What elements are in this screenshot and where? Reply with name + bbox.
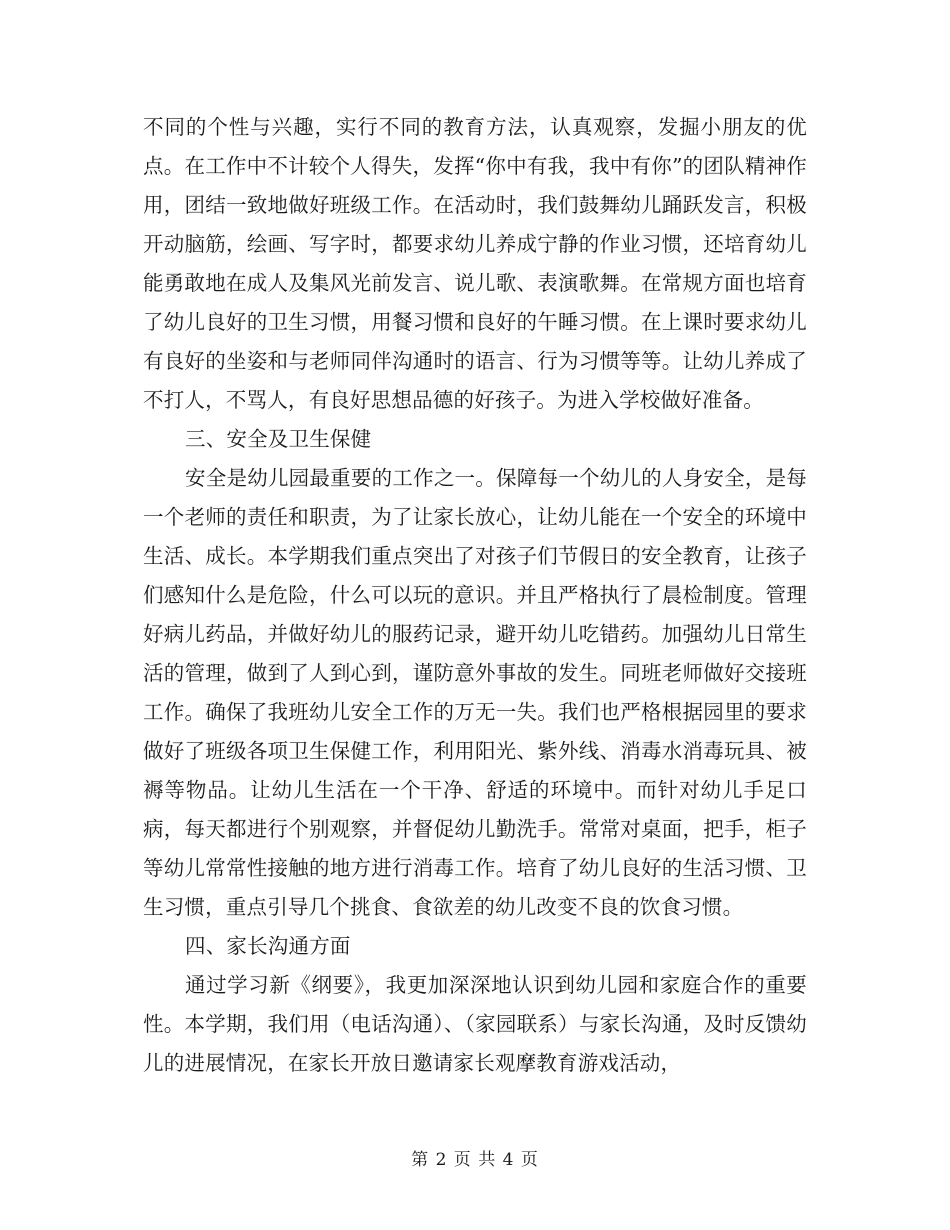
paragraph-1: 不同的个性与兴趣，实行不同的教育方法，认真观察，发掘小朋友的优点。在工作中不计较个人得失，发挥“你中有我，我中有你”的团队精神作用，团结一致地做好班级工作。在活动时，我们鼓舞幼儿踊跃发言，积极开动脑筋，绘画、写字时，都要求幼儿养成宁静的作业习惯，还培育幼儿能勇敢地在成人及集风光前发言、说儿歌、表演歌舞。在常规方面也培育了幼儿良好的卫生习惯，用餐习惯和良好的午睡习惯。在上课时要求幼儿有良好的坐姿和与老师同伴沟通时的语言、行为习惯等等。让幼儿养成了不打人，不骂人，有良好思想品德的好孩子。为进入学校做好准备。 xyxy=(143,115,807,412)
section-heading-parents: 四、家长沟通方面 xyxy=(185,934,351,958)
paragraph-safety: 安全是幼儿园最重要的工作之一。保障每一个幼儿的人身安全，是每一个老师的责任和职责，为了让家长放心，让幼儿能在一个安全的环境中生活、成长。本学期我们重点突出了对孩子们节假日的安全教育，让孩子们感知什么是危险，什么可以玩的意识。并且严格执行了晨检制度。管理好病儿药品，并做好幼儿的服药记录，避开幼儿吃错药。加强幼儿日常生活的管理，做到了人到心到，谨防意外事故的发生。同班老师做好交接班工作。确保了我班幼儿安全工作的万无一失。我们也严格根据园里的要求做好了班级各项卫生保健工作，利用阳光、紫外线、消毒水消毒玩具、被褥等物品。让幼儿生活在一个干净、舒适的环境中。而针对幼儿手足口病，每天都进行个别观察，并督促幼儿勤洗手。常常对桌面，把手，柜子等幼儿常常性接触的地方进行消毒工作。培育了幼儿良好的生活习惯、卫生习惯，重点引导几个挑食、食欲差的幼儿改变不良的饮食习惯。 xyxy=(143,466,807,919)
section-heading-safety: 三、安全及卫生保健 xyxy=(185,427,372,451)
page-number-footer: 第 2 页 共 4 页 xyxy=(411,1150,539,1170)
paragraph-parents: 通过学习新《纲要》，我更加深深地认识到幼儿园和家庭合作的重要性。本学期，我们用（电话沟通）、（家园联系）与家长沟通，及时反馈幼儿的进展情况，在家长开放日邀请家长观摩教育游戏活动， xyxy=(143,973,807,1075)
document-body xyxy=(143,108,807,1083)
